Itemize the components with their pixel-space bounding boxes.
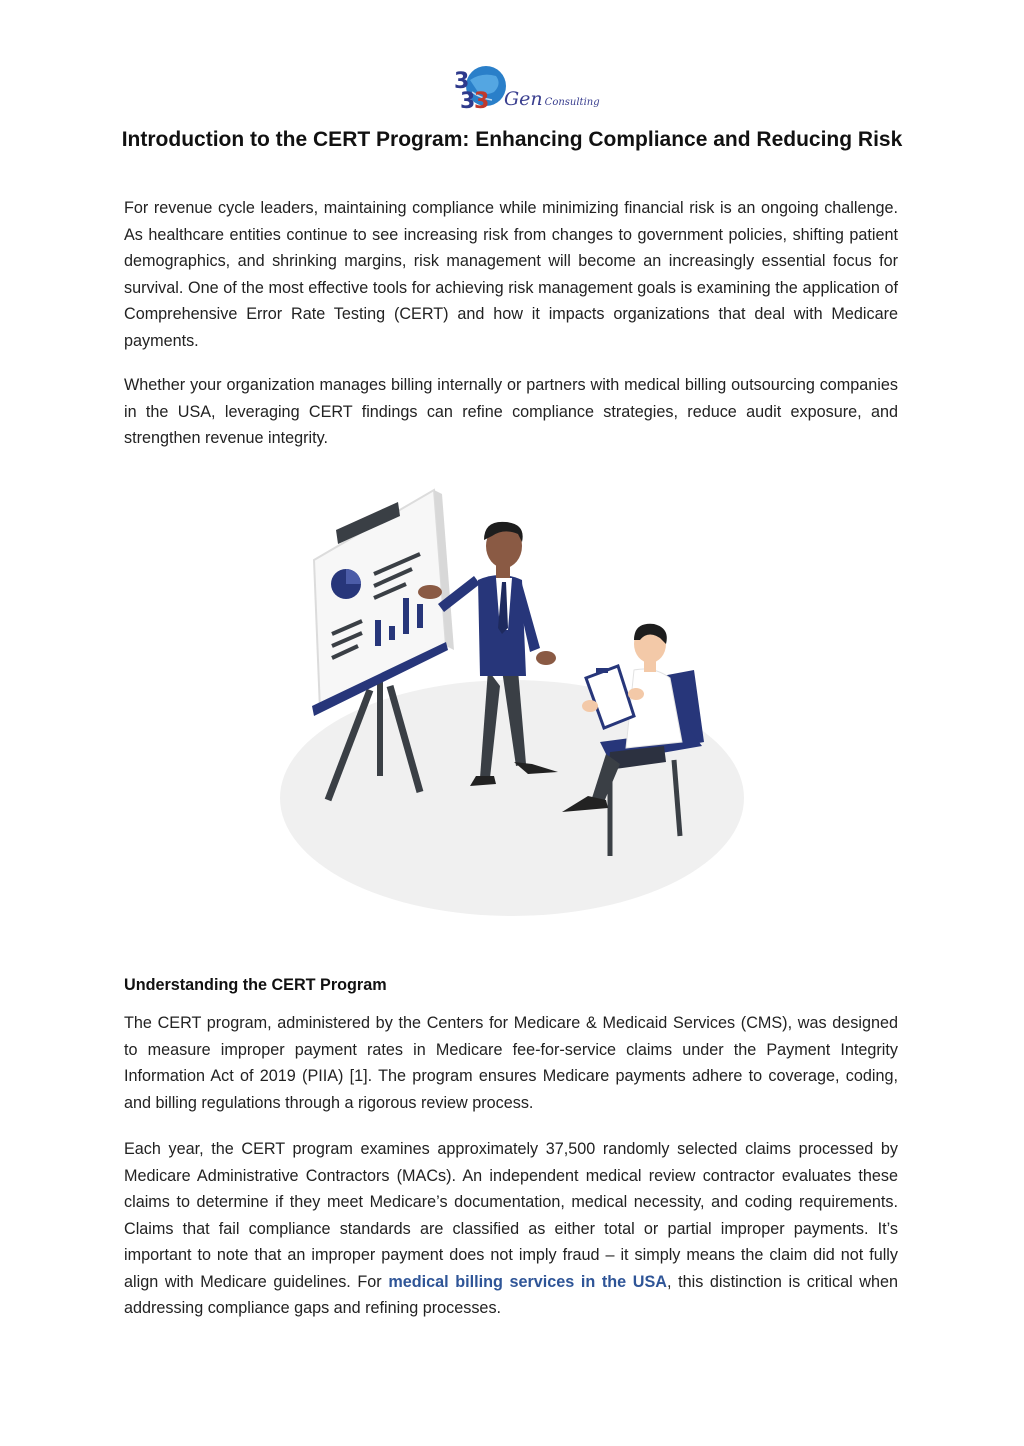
intro-paragraph-2: Whether your organization manages billing internally or partners with medical billing outsourcing companies in the USA, leveraging CERT findings can refine compliance strategies, reduce audit exposure, and strengthen revenue integrity. <box>124 376 898 447</box>
section-paragraph-2 <box>124 1136 898 1322</box>
presentation-illustration <box>270 480 754 920</box>
svg-text:3: 3 <box>454 69 470 94</box>
svg-text:3: 3 <box>460 89 476 114</box>
medical-billing-services-link[interactable]: medical billing services in the USA <box>388 1272 667 1291</box>
paragraph-text-after-link: , this distinction is critical when addressing compliance gaps and refining processes. <box>124 1272 898 1317</box>
section-paragraph-1: The CERT program, administered by the Centers for Medicare & Medicaid Services (CMS), was designed to measure improper payment rates in Medicare fee-for-service claims under the Payment Integrity Information Act of 2019 (PIIA) [1]. The program ensures Medicare payments adhere to coverage, coding, and billing regulations through a rigorous review process. <box>124 1014 898 1112</box>
company-logo <box>452 62 600 124</box>
logo-wordmark <box>504 88 600 110</box>
intro-paragraph-1: For revenue cycle leaders, maintaining compliance while minimizing financial risk is an ongoing challenge. As healthcare entities continue to see increasing risk from changes to government policies, shifting patient demographics, and shrinking margins, risk management will become an increasingly essential focus for survival. One of the most effective tools for achieving risk management goals is examining the application of Comprehensive Error Rate Testing (CERT) and how it impacts organizations that deal with Medicare payments. <box>124 199 898 350</box>
section-heading: Understanding the CERT Program <box>124 976 387 994</box>
presentation-meeting-illustration-icon <box>270 480 754 920</box>
document-title: Introduction to the CERT Program: Enhancing Compliance and Reducing Risk <box>121 128 903 151</box>
logo-gen-text: Gen <box>504 88 543 110</box>
logo-consulting-text: Consulting <box>544 97 600 108</box>
svg-text:3: 3 <box>474 89 490 114</box>
paragraph-text-before-link: Each year, the CERT program examines approximately 37,500 randomly selected claims processed by Medicare Administrative Contractors (MACs). An independent medical review contractor evaluates these claims to determine if they meet Medicare’s documentation, medical necessity, and coding requirements. Claims that fail compliance standards are classified as either total or partial improper payments. It’s important to note that an improper payment does not imply fraud – it simply means the claim did not fully align with Medicare guidelines. For <box>124 1140 898 1291</box>
